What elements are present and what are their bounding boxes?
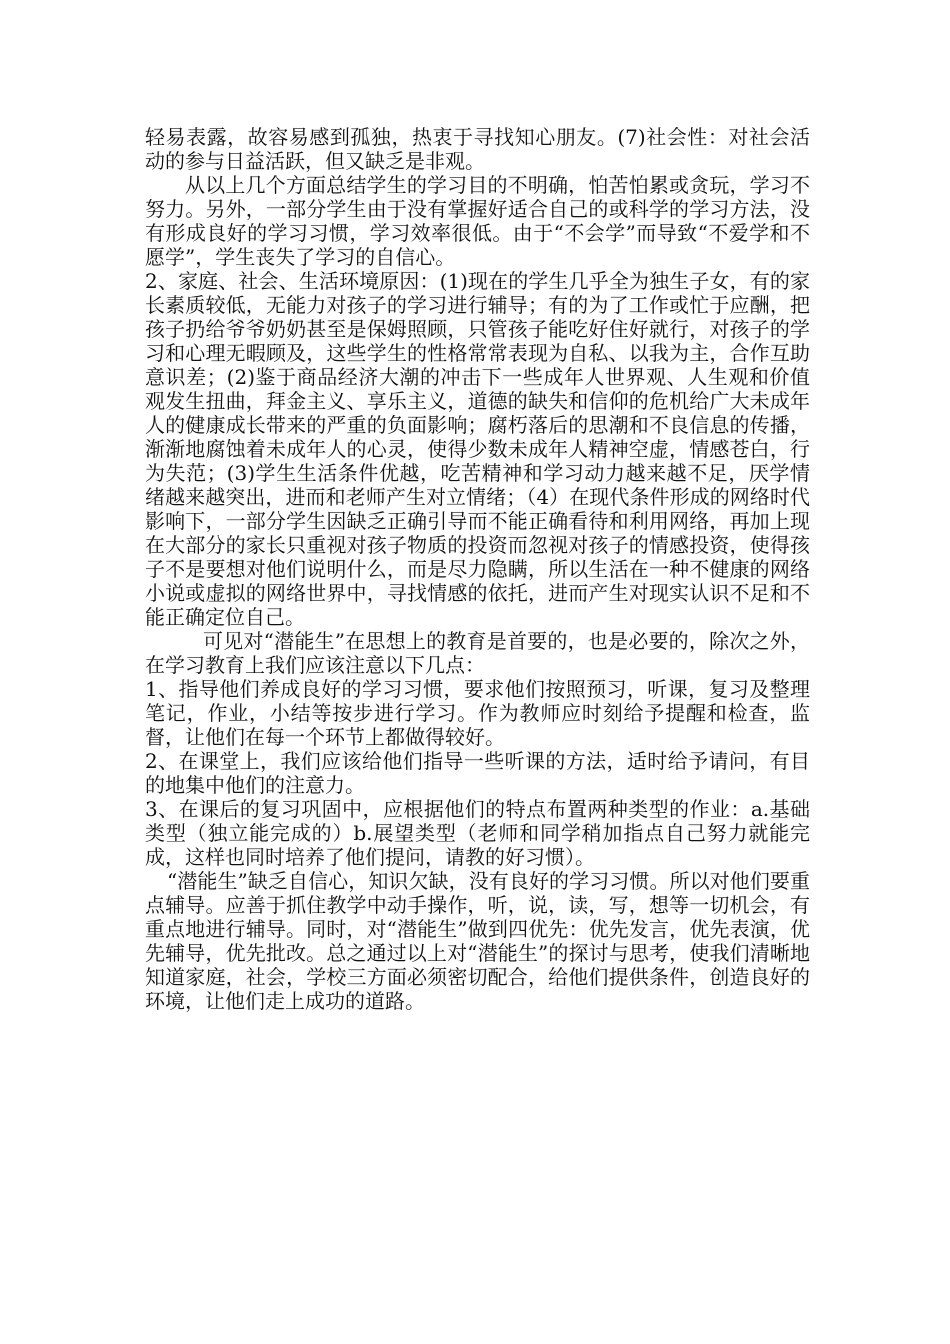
paragraph-point-1: 1、指导他们养成良好的学习习惯，要求他们按照预习，听课，复习及整理笔记，作业，小结等按步进行学习。作为教师应时刻给予提醒和检查，监督，让他们在每一个环节上都做得较好。 — [145, 677, 810, 749]
paragraph-point-3: 3、在课后的复习巩固中，应根据他们的特点布置两种类型的作业：a.基础类型（独立能完成的）b.展望类型（老师和同学稍加指点自己努力就能完成，这样也同时培养了他们提问，请教的好习惯）。 — [145, 797, 810, 869]
paragraph-continuation: 轻易表露，故容易感到孤独，热衷于寻找知心朋友。(7)社会性：对社会活动的参与日益活跃，但又缺乏是非观。 — [145, 125, 810, 173]
paragraph-conclusion: “潜能生”缺乏自信心，知识欠缺，没有良好的学习习惯。所以对他们要重点辅导。应善于抓住教学中动手操作，听，说，读，写，想等一切机会，有重点地进行辅导。同时，对“潜能生”做到四优先：优先发言，优先表演，优先辅导，优先批改。总之通过以上对“潜能生”的探讨与思考，使我们清晰地知道家庭，社会，学校三方面必须密切配合，给他们提供条件，创造良好的环境，让他们走上成功的道路。 — [145, 869, 810, 1013]
document-body — [145, 125, 810, 1013]
paragraph-family-society-causes: 2、家庭、社会、生活环境原因：(1)现在的学生几乎全为独生子女，有的家长素质较低，无能力对孩子的学习进行辅导；有的为了工作或忙于应酬，把孩子扔给爷爷奶奶甚至是保姆照顾，只管孩子能吃好住好就行，对孩子的学习和心理无暇顾及，这些学生的性格常常表现为自私、以我为主，合作互助意识差；(2)鉴于商品经济大潮的冲击下一些成年人世界观、人生观和价值观发生扭曲，拜金主义、享乐主义，道德的缺失和信仰的危机给广大未成年人的健康成长带来的严重的负面影响；腐朽落后的思潮和不良信息的传播，渐渐地腐蚀着未成年人的心灵，使得少数未成年人精神空虚，情感苍白，行为失范；(3)学生生活条件优越，吃苦精神和学习动力越来越不足，厌学情绪越来越突出，进而和老师产生对立情绪；（4）在现代条件形成的网络时代影响下，一部分学生因缺乏正确引导而不能正确看待和利用网络，再加上现在大部分的家长只重视对孩子物质的投资而忽视对孩子的情感投资，使得孩子不是要想对他们说明什么，而是尽力隐瞒，所以生活在一种不健康的网络小说或虚拟的网络世界中，寻找情感的依托，进而产生对现实认识不足和不能正确定位自己。 — [145, 269, 810, 629]
paragraph-point-2: 2、在课堂上，我们应该给他们指导一些听课的方法，适时给予请问，有目的地集中他们的注意力。 — [145, 749, 810, 797]
paragraph-education-priority: 可见对“潜能生”在思想上的教育是首要的，也是必要的，除次之外，在学习教育上我们应该注意以下几点： — [145, 629, 810, 677]
paragraph-summary: 从以上几个方面总结学生的学习目的不明确，怕苦怕累或贪玩，学习不努力。另外，一部分学生由于没有掌握好适合自己的或科学的学习方法，没有形成良好的学习习惯，学习效率很低。由于“不会学”而导致“不爱学和不愿学”，学生丧失了学习的自信心。 — [145, 173, 810, 269]
